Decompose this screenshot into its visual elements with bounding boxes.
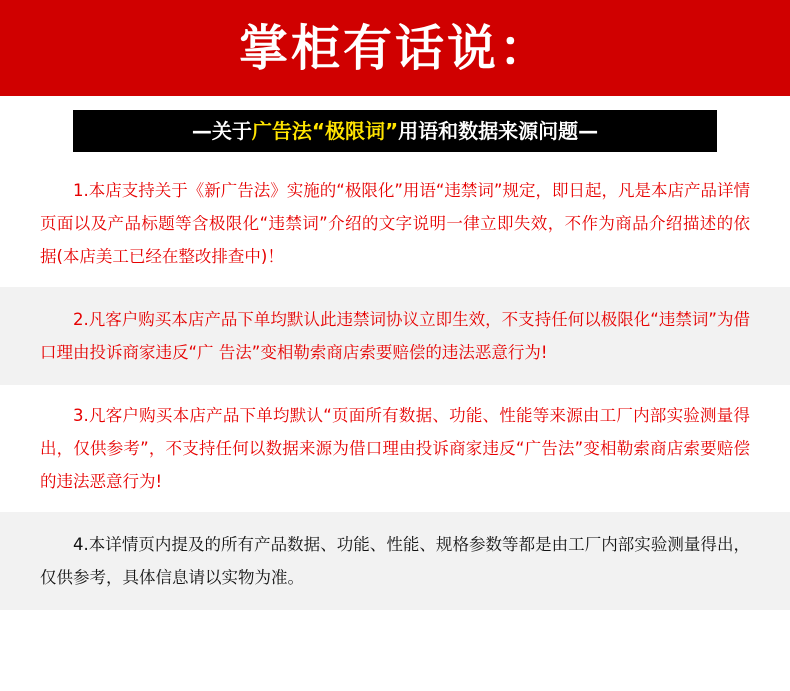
notice-paragraph-2: 2.凡客户购买本店产品下单均默认此违禁词协议立即生效，不支持任何以极限化“违禁词”为借口理由投诉商家违反“广 告法”变相勒索商店索要赔偿的违法恶意行为! <box>0 287 790 385</box>
notice-paragraph-1: 1.本店支持关于《新广告法》实施的“极限化”用语“违禁词”规定，即日起，凡是本店产品详情页面以及产品标题等含极限化“违禁词”介绍的文字说明一律立即失效，不作为商品介绍描述的依据(本店美工已经在整改排查中)！ <box>0 164 790 287</box>
banner <box>0 0 790 96</box>
subtitle-text <box>192 121 598 141</box>
subtitle-suffix: 用语和数据来源问题— <box>398 119 599 143</box>
banner-title: 掌柜有话说： <box>238 19 551 77</box>
subtitle-bar <box>73 110 717 152</box>
subtitle-highlight: 广告法“极限词” <box>251 119 399 143</box>
subtitle-prefix: —关于 <box>191 119 252 143</box>
notice-paragraph-3: 3.凡客户购买本店产品下单均默认“页面所有数据、功能、性能等来源由工厂内部实验测量得出，仅供参考”，不支持任何以数据来源为借口理由投诉商家违反“广告法”变相勒索商店索要赔偿的违法恶意行为! <box>0 385 790 512</box>
notice-paragraph-4: 4.本详情页内提及的所有产品数据、功能、性能、规格参数等都是由工厂内部实验测量得出，仅供参考，具体信息请以实物为准。 <box>0 512 790 610</box>
subtitle-bar-wrapper <box>0 96 790 164</box>
